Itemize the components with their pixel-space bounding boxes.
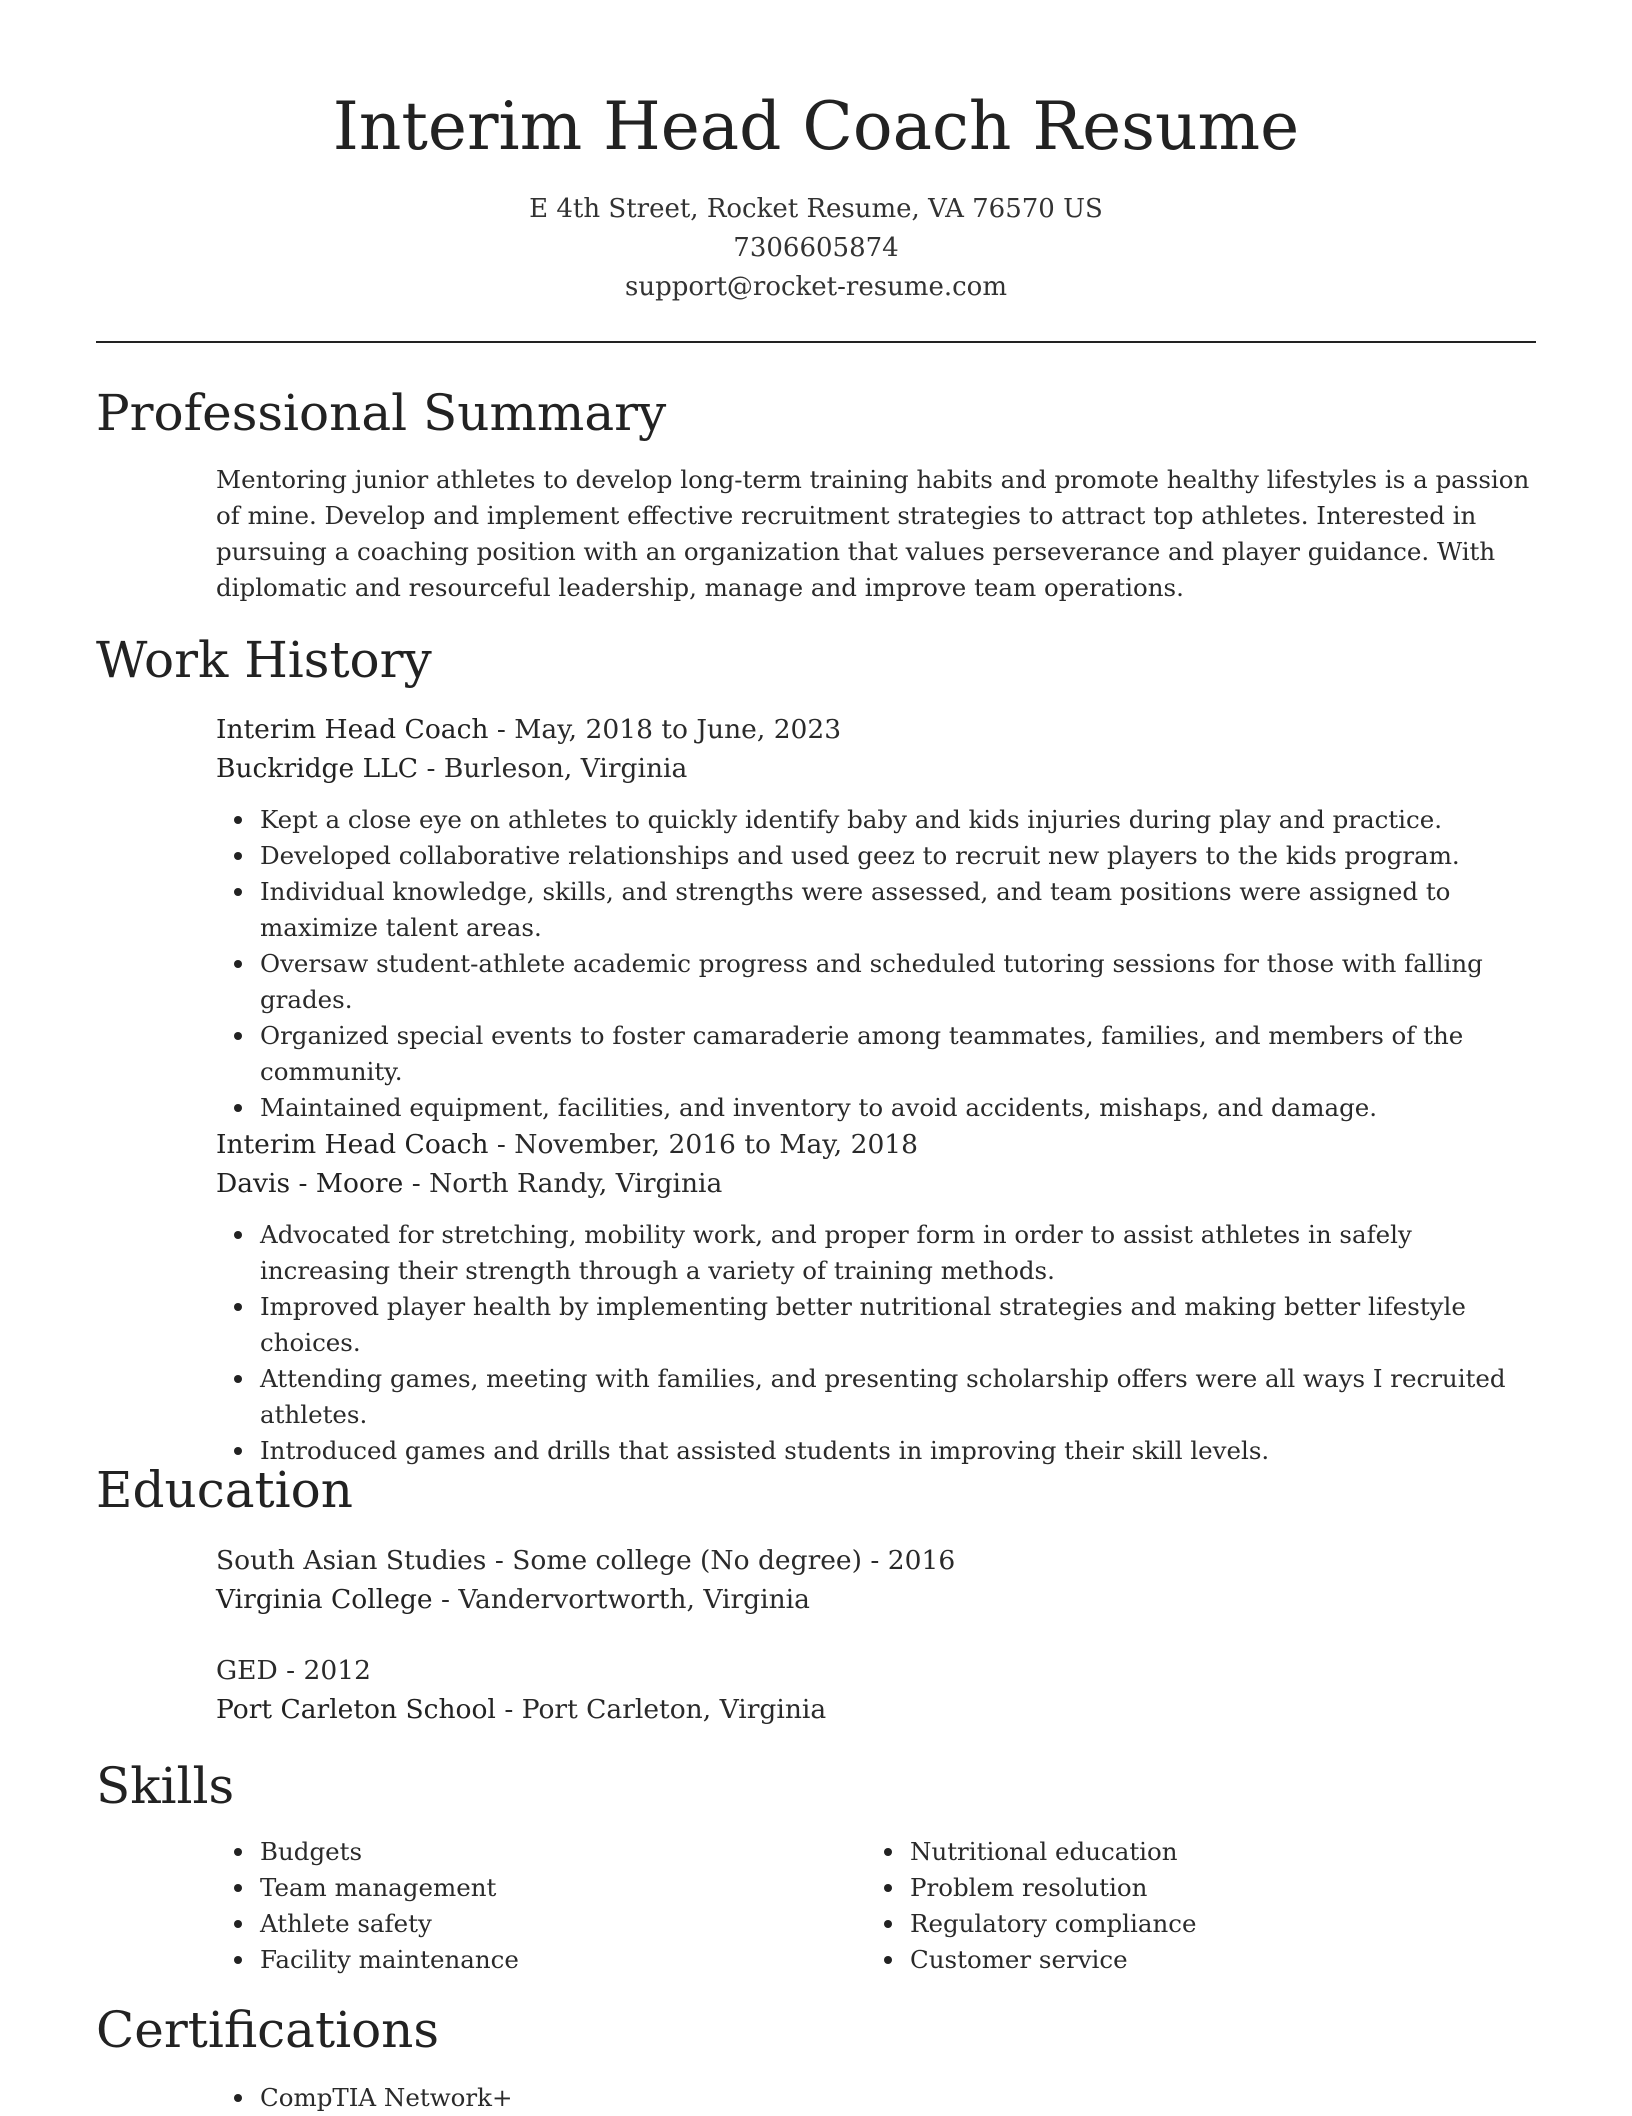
job-bullets xyxy=(216,1217,1536,1469)
certification-item: CompTIA Network+ xyxy=(260,2080,1536,2116)
education-entry xyxy=(216,1651,1536,1729)
contact-phone: 7306605874 xyxy=(733,233,899,263)
certifications-block xyxy=(216,2080,1536,2116)
job-entry xyxy=(216,710,1536,1126)
job-dates: - May, 2018 to June, 2023 xyxy=(488,714,842,745)
job-company: Davis - Moore xyxy=(216,1168,404,1199)
education-school: Virginia College xyxy=(216,1584,433,1615)
education-location: - Port Carleton, Virginia xyxy=(495,1694,827,1725)
job-company-line xyxy=(216,749,1536,788)
education-degree: GED - 2012 xyxy=(216,1655,372,1686)
work-history-heading: Work History xyxy=(96,631,432,689)
list-item: Individual knowledge, skills, and strengths were assessed, and team positions were assigned to maximize talent areas. xyxy=(260,874,1536,946)
header-divider xyxy=(96,341,1536,343)
skill-item: Budgets xyxy=(260,1834,816,1870)
skills-column-right xyxy=(866,1834,1466,1978)
list-item: Kept a close eye on athletes to quickly identify baby and kids injuries during play and practice. xyxy=(260,802,1536,838)
job-location: - North Randy, Virginia xyxy=(403,1168,723,1199)
skills-list xyxy=(216,1834,816,1978)
skill-item: Problem resolution xyxy=(910,1870,1466,1906)
list-item: Attending games, meeting with families, and presenting scholarship offers were all ways I recruited athletes. xyxy=(260,1361,1536,1433)
contact-email: support@rocket-resume.com xyxy=(624,272,1007,302)
contact-address: E 4th Street, Rocket Resume, VA 76570 US xyxy=(529,194,1103,224)
job-role: Interim Head Coach xyxy=(216,1129,489,1160)
job-title-line xyxy=(216,710,1536,749)
education-location: - Vandervortworth, Virginia xyxy=(432,1584,810,1615)
job-dates: - November, 2016 to May, 2018 xyxy=(488,1129,919,1160)
education-school-line xyxy=(216,1580,1536,1619)
job-bullets xyxy=(216,802,1536,1126)
list-item: Introduced games and drills that assisted students in improving their skill levels. xyxy=(260,1433,1536,1469)
skill-item: Team management xyxy=(260,1870,816,1906)
skill-item: Facility maintenance xyxy=(260,1942,816,1978)
skills-column-left xyxy=(216,1834,816,1978)
list-item: Oversaw student-athlete academic progress and scheduled tutoring sessions for those with falling grades. xyxy=(260,946,1536,1018)
job-entry xyxy=(216,1125,1536,1469)
skill-item: Regulatory compliance xyxy=(910,1906,1466,1942)
skills-list xyxy=(866,1834,1466,1978)
education-degree: South Asian Studies - Some college (No degree) - 2016 xyxy=(216,1545,956,1576)
skill-item: Customer service xyxy=(910,1942,1466,1978)
skills-heading: Skills xyxy=(96,1757,235,1815)
certifications-list xyxy=(216,2080,1536,2116)
job-role: Interim Head Coach xyxy=(216,714,489,745)
skill-item: Athlete safety xyxy=(260,1906,816,1942)
list-item: Developed collaborative relationships and used geez to recruit new players to the kids program. xyxy=(260,838,1536,874)
list-item: Organized special events to foster camaraderie among teammates, families, and members of the community. xyxy=(260,1018,1536,1090)
list-item: Maintained equipment, facilities, and inventory to avoid accidents, mishaps, and damage. xyxy=(260,1090,1536,1126)
job-location: - Burleson, Virginia xyxy=(418,753,688,784)
contact-block xyxy=(0,190,1632,307)
job-company: Buckridge LLC xyxy=(216,753,419,784)
education-school-line xyxy=(216,1690,1536,1729)
certifications-heading: Certifications xyxy=(96,2001,440,2059)
list-item: Advocated for stretching, mobility work, and proper form in order to assist athletes in safely increasing their strength through a variety of training methods. xyxy=(260,1217,1536,1289)
education-heading: Education xyxy=(96,1461,353,1519)
skill-item: Nutritional education xyxy=(910,1834,1466,1870)
list-item: Improved player health by implementing better nutritional strategies and making better lifestyle choices. xyxy=(260,1289,1536,1361)
education-entry xyxy=(216,1541,1536,1619)
job-title-line xyxy=(216,1125,1536,1164)
education-school: Port Carleton School xyxy=(216,1694,496,1725)
resume-title: Interim Head Coach Resume xyxy=(332,88,1300,165)
job-company-line xyxy=(216,1164,1536,1203)
resume-header xyxy=(0,0,1632,307)
summary-text: Mentoring junior athletes to develop long-term training habits and promote healthy lifestyles is a passion of mine. Develop and implement effective recruitment strategies to attract top athletes. Interested in pursuing a coaching position with an organization that values perseverance and player guidance. With diplomatic and resourceful leadership, manage and improve team operations. xyxy=(216,465,1530,602)
summary-heading: Professional Summary xyxy=(96,384,667,442)
